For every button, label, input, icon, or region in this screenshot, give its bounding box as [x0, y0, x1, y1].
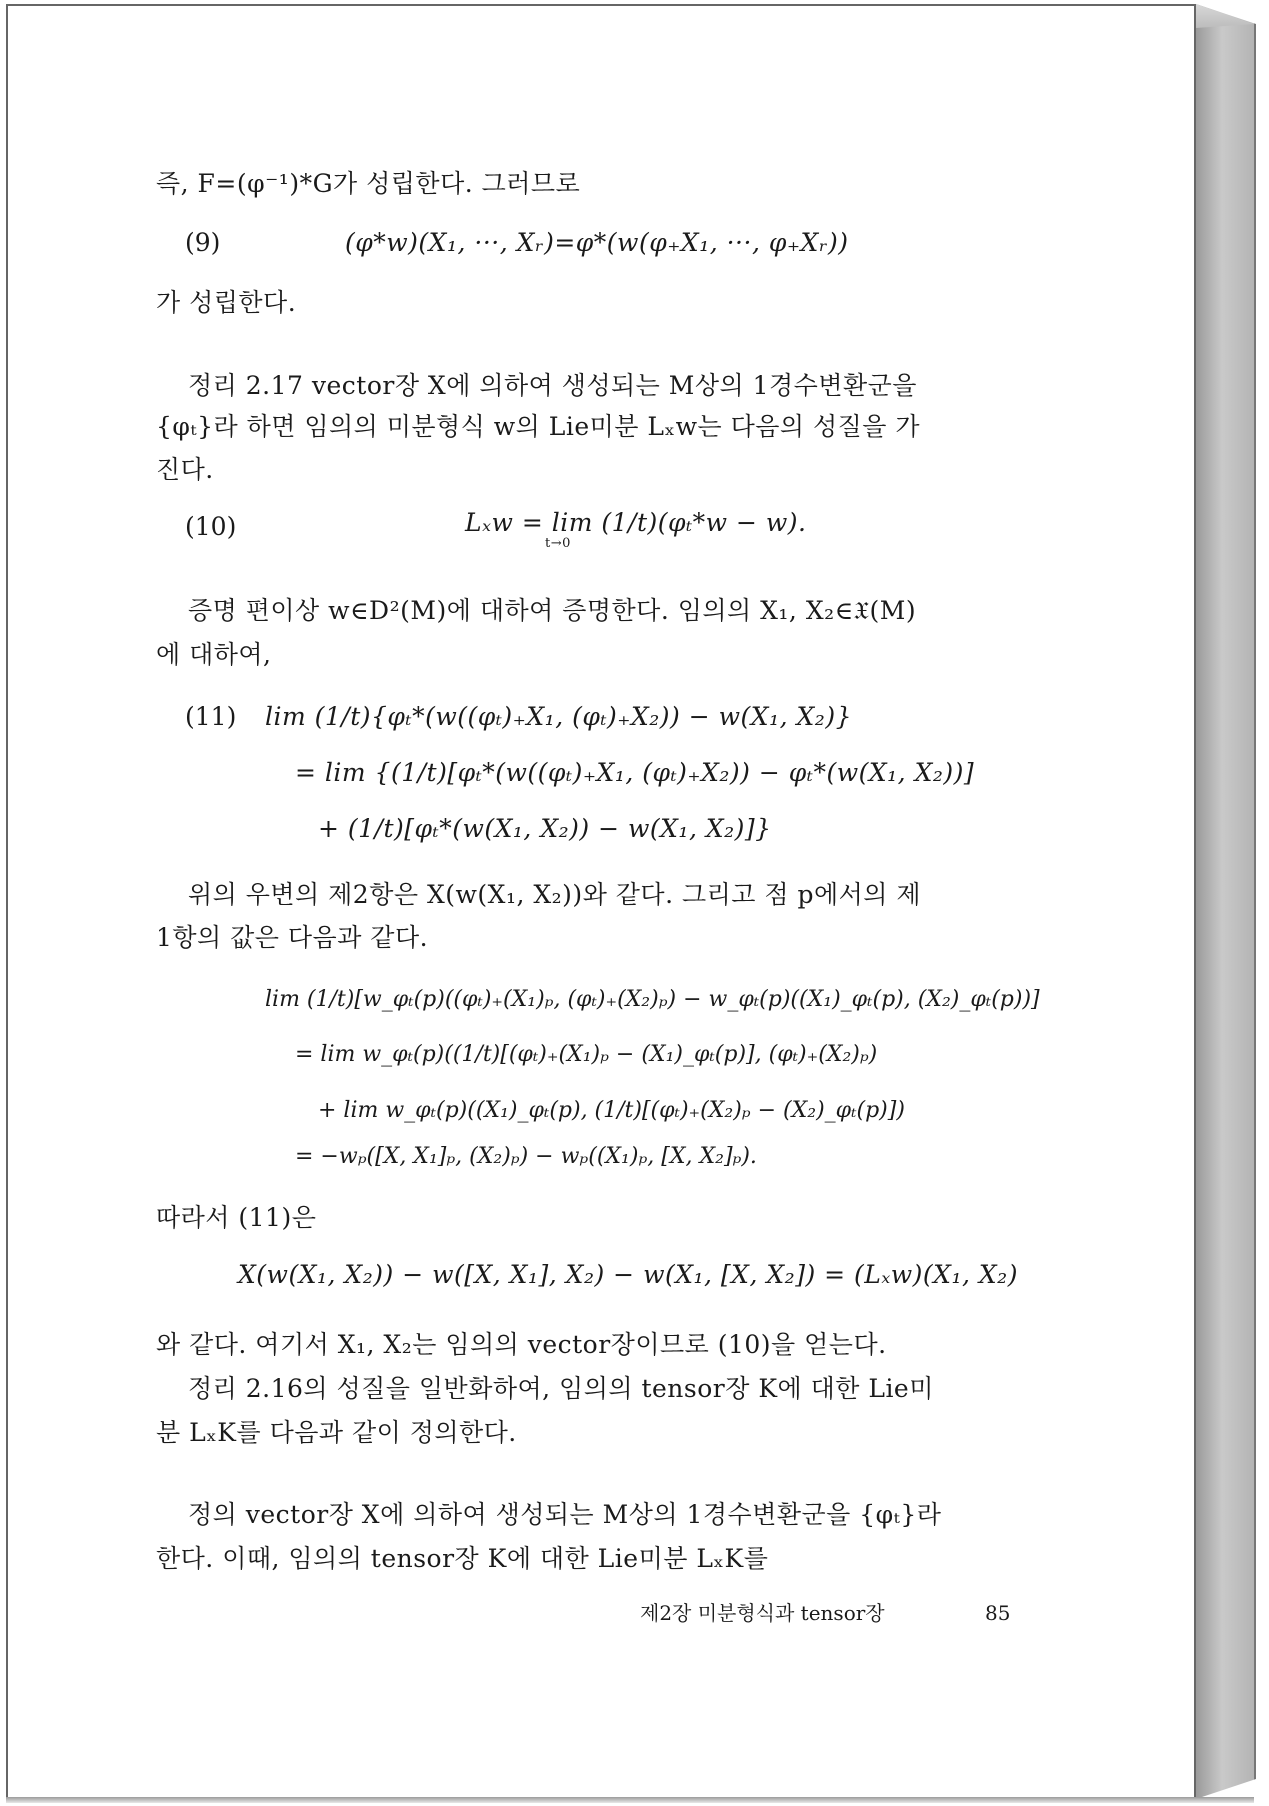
derivation-line-4: = −wₚ([X, X₁]ₚ, (X₂)ₚ) − wₚ((X₁)ₚ, [X, X₂]ₚ). [295, 1144, 757, 1169]
theorem-line-3: 진다. [156, 455, 214, 484]
running-footer-chapter: 제2장 미분형식과 tensor장 [640, 1601, 885, 1625]
text-line-21: 와 같다. 여기서 X₁, X₂는 임의의 vector장이므로 (10)을 얻는다. [156, 1330, 887, 1359]
equation-10: Lₓw = lim (1/t)(φₜ*w − w). [465, 508, 807, 537]
theorem-line-1: 정리 2.17 vector장 X에 의하여 생성되는 M상의 1경수변환군을 [188, 371, 917, 400]
equation-11-line-2: = lim {(1/t)[φₜ*(w((φₜ)₊X₁, (φₜ)₊X₂)) − φₜ*(w(X₁, X₂))] [295, 758, 975, 787]
text-line-1: 즉, F=(φ⁻¹)*G가 성립한다. 그러므로 [156, 169, 581, 198]
text-line-13: 위의 우변의 제2항은 X(w(X₁, X₂))와 같다. 그리고 점 p에서의 제 [188, 880, 922, 909]
equation-11-line-1: lim (1/t){φₜ*(w((φₜ)₊X₁, (φₜ)₊X₂)) − w(X₁, X₂)} [265, 702, 852, 731]
text-line-14: 1항의 값은 다음과 같다. [156, 923, 429, 952]
equation-number-9: (9) [185, 228, 221, 257]
text-line-3: 가 성립한다. [156, 288, 297, 317]
page-shadow [6, 1797, 1254, 1803]
equation-10-limit-sub: t→0 [545, 536, 571, 551]
equation-11-line-3: + (1/t)[φₜ*(w(X₁, X₂)) − w(X₁, X₂)]} [318, 814, 772, 843]
text-line-23: 분 LₓK를 다음과 같이 정의한다. [156, 1418, 517, 1447]
proof-line-1: 증명 편이상 w∈D²(M)에 대하여 증명한다. 임의의 X₁, X₂∈𝔛(M) [188, 596, 917, 625]
theorem-line-2: {φₜ}라 하면 임의의 미분형식 w의 Lie미분 Lₓw는 다음의 성질을 가 [156, 412, 921, 441]
text-line-19: 따라서 (11)은 [156, 1203, 317, 1232]
derivation-line-2: = lim w_φₜ(p)((1/t)[(φₜ)₊(X₁)ₚ − (X₁)_φₜ(p)], (φₜ)₊(X₂)ₚ) [295, 1042, 878, 1067]
derivation-line-1: lim (1/t)[w_φₜ(p)((φₜ)₊(X₁)ₚ, (φₜ)₊(X₂)ₚ) − w_φₜ(p)((X₁)_φₜ(p), (X₂)_φₜ(p))] [265, 987, 1040, 1012]
proof-line-2: 에 대하여, [156, 640, 272, 669]
definition-line-2: 한다. 이때, 임의의 tensor장 K에 대한 Lie미분 LₓK를 [156, 1544, 769, 1573]
equation-9: (φ*w)(X₁, ···, Xᵣ)=φ*(w(φ₊X₁, ···, φ₊Xᵣ)) [345, 228, 849, 257]
equation-number-10: (10) [185, 512, 237, 541]
book-spine-top [1196, 4, 1254, 28]
page-number: 85 [985, 1601, 1011, 1625]
text-line-22: 정리 2.16의 성질을 일반화하여, 임의의 tensor장 K에 대한 Lie미 [188, 1374, 934, 1403]
derivation-line-3: + lim w_φₜ(p)((X₁)_φₜ(p), (1/t)[(φₜ)₊(X₂)ₚ − (X₂)_φₜ(p)]) [318, 1098, 905, 1123]
book-spine [1196, 4, 1256, 1799]
definition-line-1: 정의 vector장 X에 의하여 생성되는 M상의 1경수변환군을 {φₜ}라 [188, 1500, 942, 1529]
equation-number-11: (11) [185, 702, 237, 731]
equation-result: X(w(X₁, X₂)) − w([X, X₁], X₂) − w(X₁, [X, X₂]) = (Lₓw)(X₁, X₂) [238, 1260, 1018, 1289]
